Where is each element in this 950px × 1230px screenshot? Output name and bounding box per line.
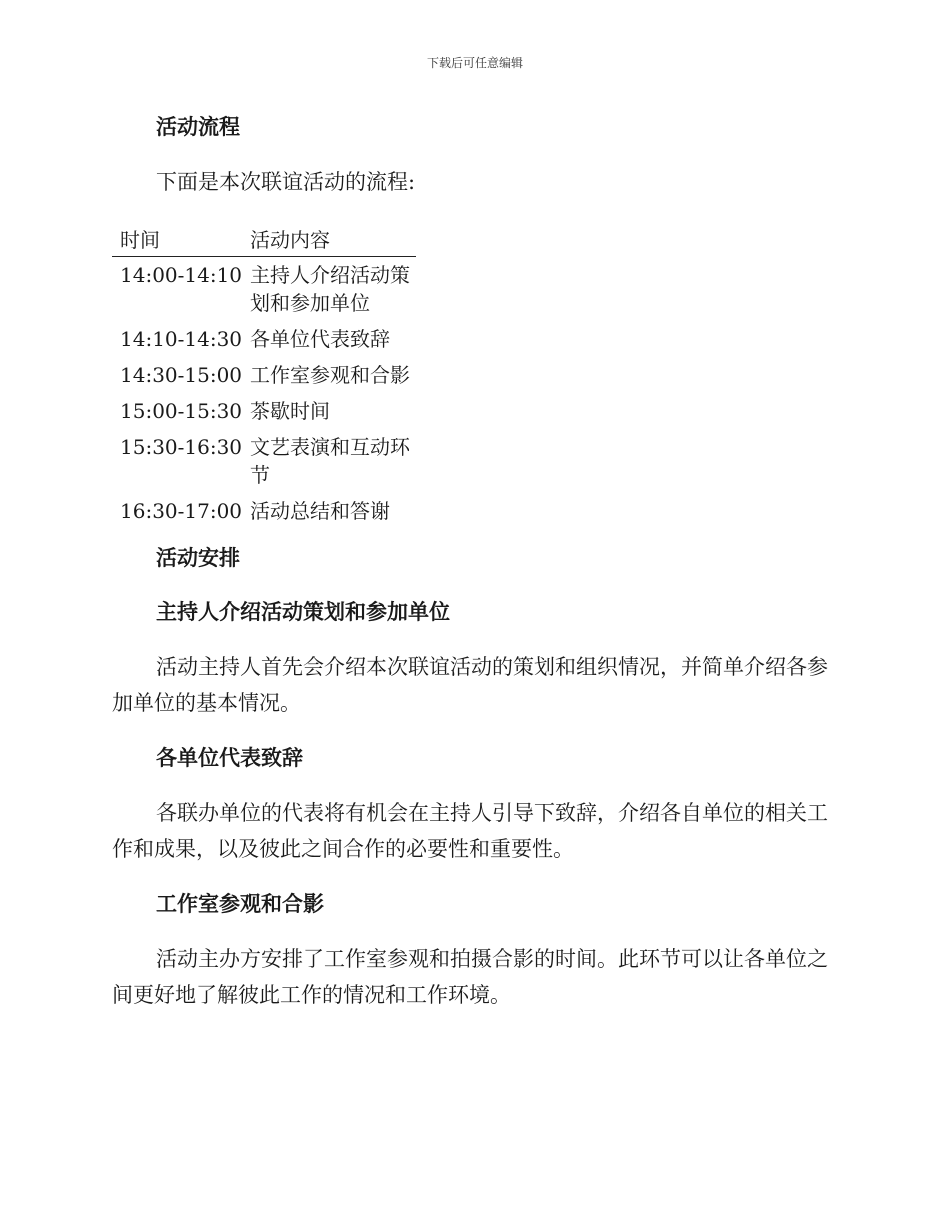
schedule-time-cell: 15:00-15:30 xyxy=(120,399,243,423)
section-title-arrange: 活动安排 xyxy=(156,546,240,570)
table-row xyxy=(112,357,416,393)
schedule-time-cell: 14:30-15:00 xyxy=(120,363,243,387)
schedule-time-cell: 15:30-16:30 xyxy=(120,435,243,459)
document-body xyxy=(112,110,832,1013)
subsection-body-studio-visit: 活动主办方安排了工作室参观和拍摄合影的时间。此环节可以让各单位之间更好地了解彼此工作的情况和工作环境。 xyxy=(112,947,828,1007)
schedule-time-cell: 14:00-14:10 xyxy=(120,263,243,287)
schedule-header-time: 时间 xyxy=(112,222,242,257)
schedule-content-cell: 各单位代表致辞 xyxy=(250,327,391,351)
subsection-title-host-intro: 主持人介绍活动策划和参加单位 xyxy=(156,600,450,624)
table-row xyxy=(112,321,416,357)
schedule-time-cell: 16:30-17:00 xyxy=(120,499,243,523)
subsection-title-studio-visit: 工作室参观和合影 xyxy=(156,892,324,916)
schedule-time-cell: 14:10-14:30 xyxy=(120,327,243,351)
subsection-body-speeches: 各联办单位的代表将有机会在主持人引导下致辞，介绍各自单位的相关工作和成果，以及彼此之间合作的必要性和重要性。 xyxy=(112,801,828,861)
flow-intro-text: 下面是本次联谊活动的流程: xyxy=(156,170,416,194)
table-row xyxy=(112,393,416,429)
subsection-title-speeches: 各单位代表致辞 xyxy=(156,746,303,770)
table-row xyxy=(112,493,416,529)
schedule-content-cell: 文艺表演和互动环节 xyxy=(250,435,411,487)
section-title-flow: 活动流程 xyxy=(156,115,240,139)
schedule-table xyxy=(112,222,416,529)
table-row xyxy=(112,429,416,493)
schedule-content-cell: 活动总结和答谢 xyxy=(250,499,391,523)
table-row xyxy=(112,257,416,322)
subsection-body-host-intro: 活动主持人首先会介绍本次联谊活动的策划和组织情况，并简单介绍各参加单位的基本情况。 xyxy=(112,655,828,715)
schedule-content-cell: 主持人介绍活动策划和参加单位 xyxy=(250,263,411,315)
schedule-header-content: 活动内容 xyxy=(242,222,416,257)
schedule-content-cell: 茶歇时间 xyxy=(250,399,331,423)
page-header-note: 下载后可任意编辑 xyxy=(426,56,523,70)
schedule-content-cell: 工作室参观和合影 xyxy=(250,363,411,387)
schedule-header-row xyxy=(112,222,416,257)
